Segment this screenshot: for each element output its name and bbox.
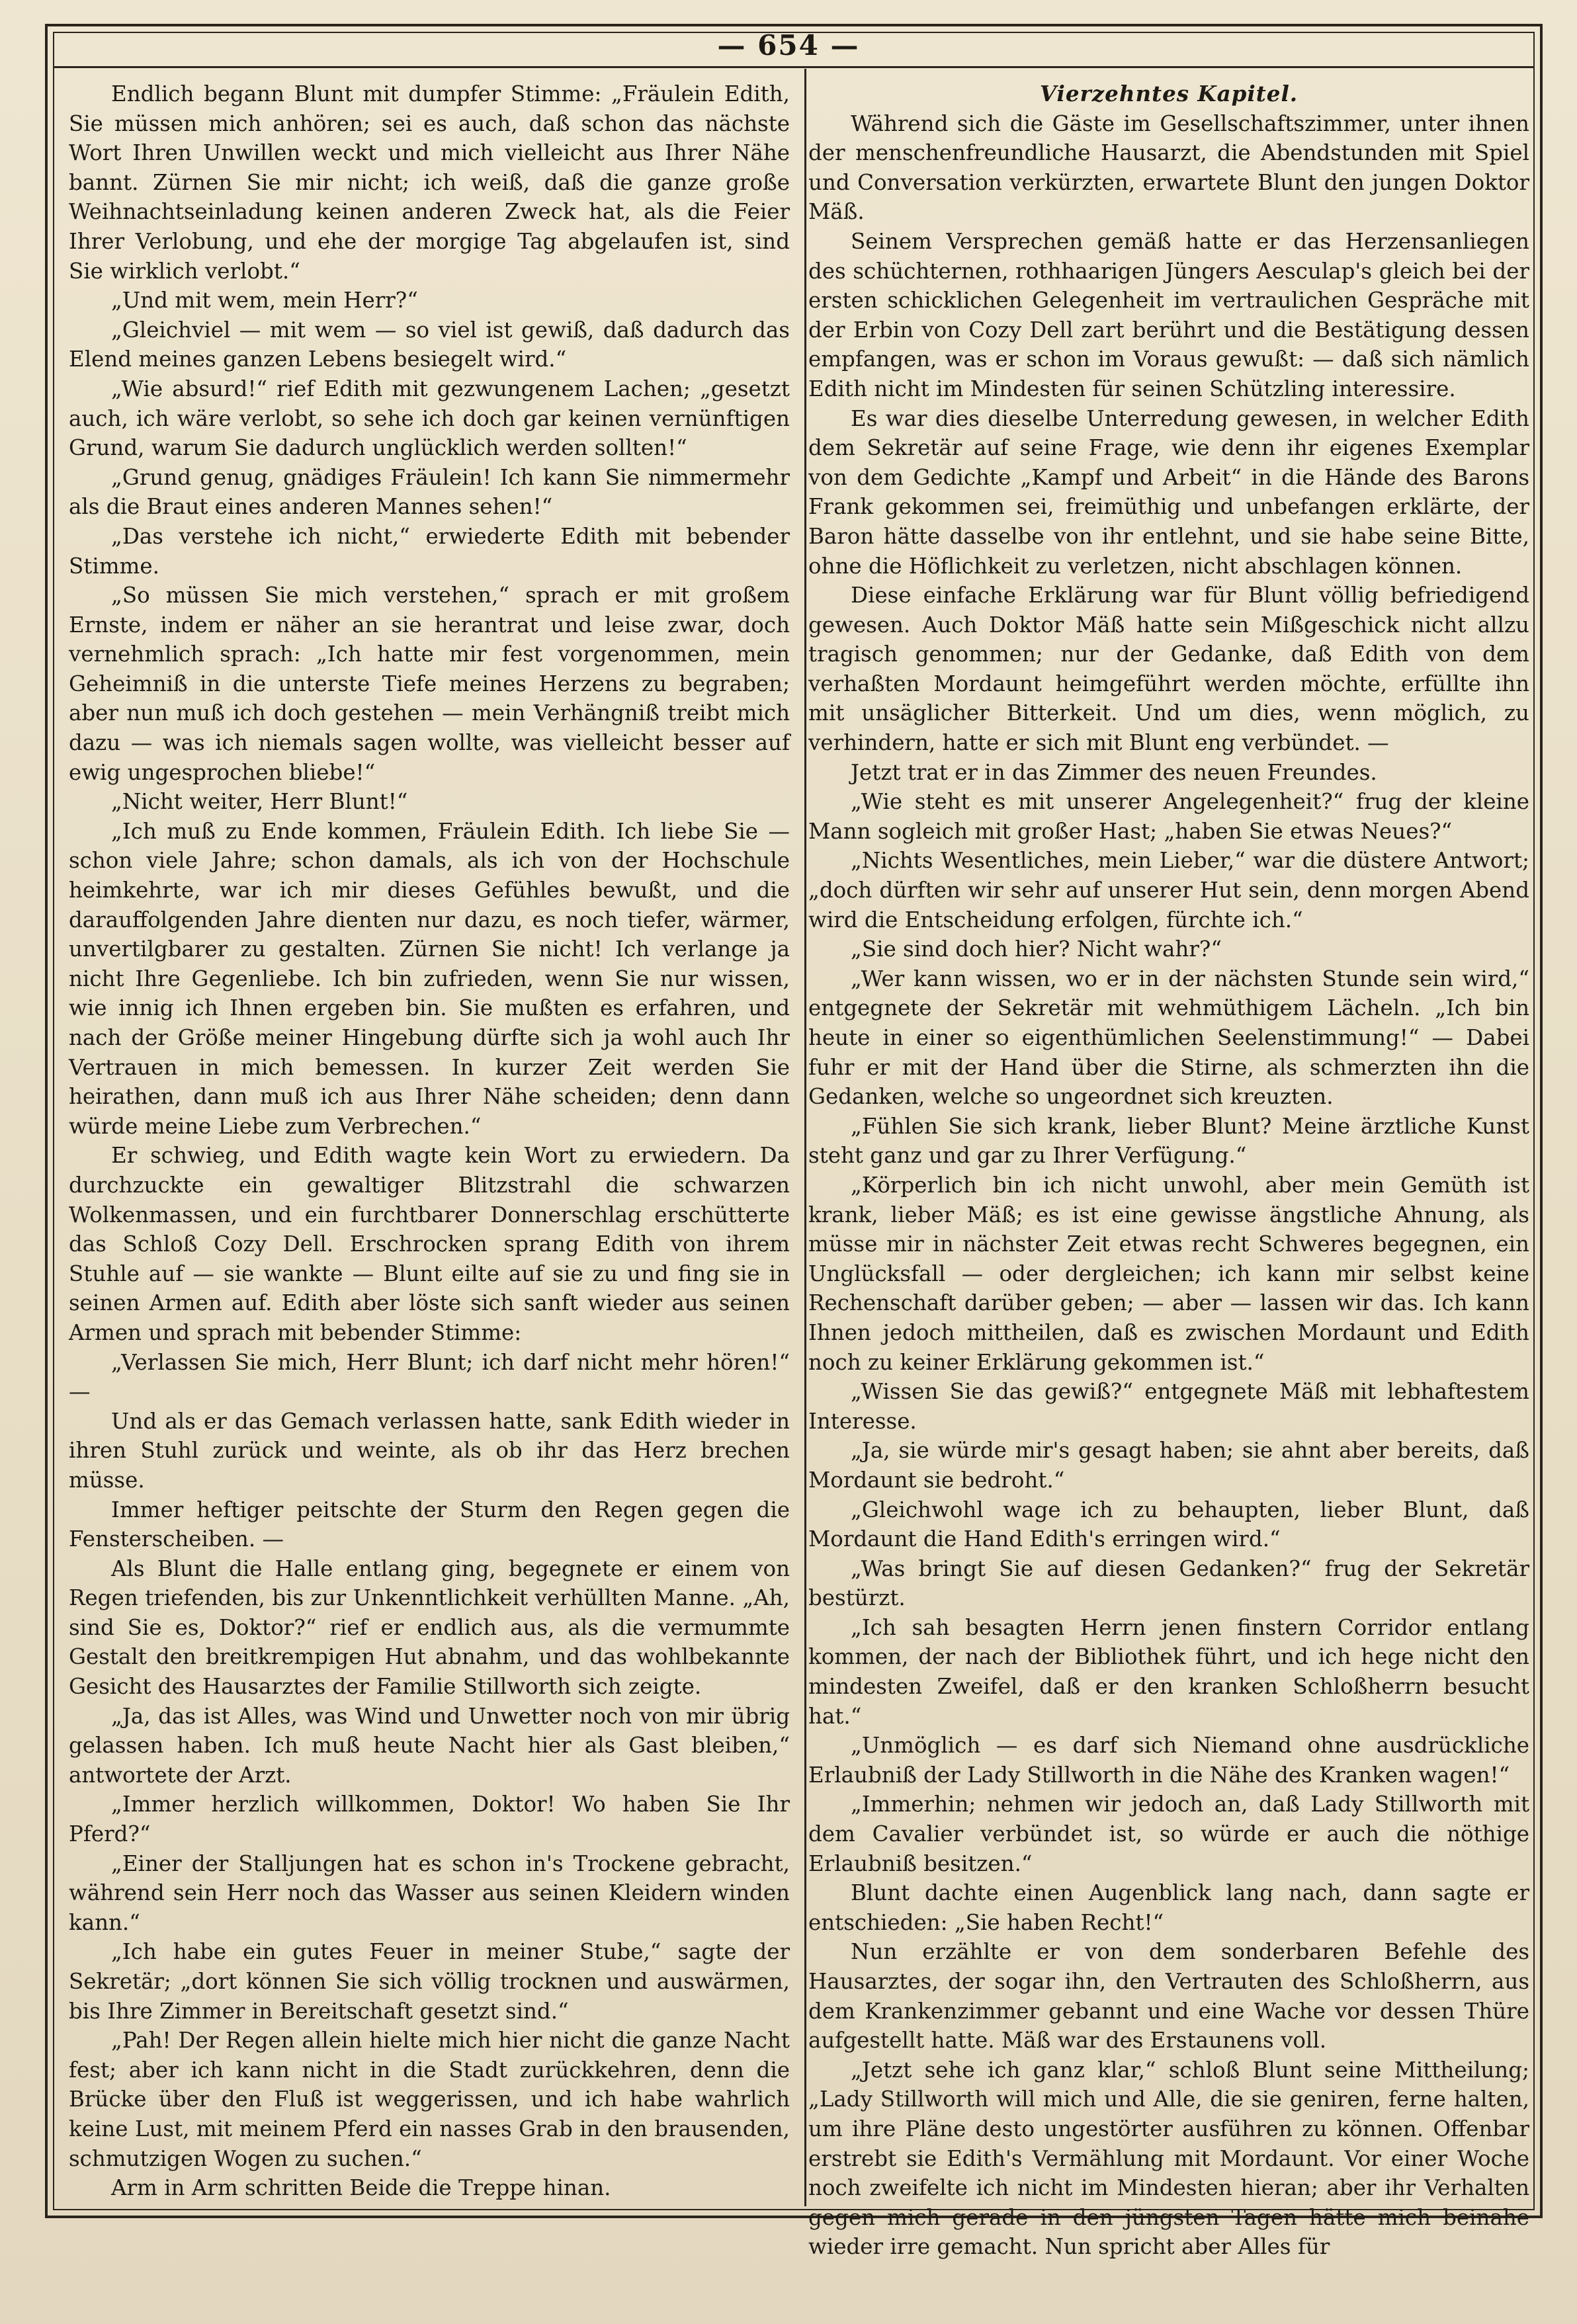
paragraph: Während sich die Gäste im Gesellschaftszimmer, unter ihnen der menschenfreundliche Hausarzt, die Abendstunden mit Spiel und Conversation verkürzten, erwartete Blunt den jungen Doktor Mäß. <box>808 110 1529 225</box>
header-rule <box>54 66 1533 68</box>
paragraph: „Immer herzlich willkommen, Doktor! Wo haben Sie Ihr Pferd?“ <box>69 1792 790 1847</box>
paragraph: Endlich begann Blunt mit dumpfer Stimme: „Fräulein Edith, Sie müssen mich anhören; sei es auch, daß schon das nächste Wort Ihren Unwillen weckt und mich vielleicht aus Ihrer Nähe bannt. Zürnen Sie mir nicht; ich weiß, daß die ganze große Weihnachtseinladung keinen anderen Zweck hat, als die Feier Ihrer Verlobung, und ehe der morgige Tag abgelaufen ist, sind Sie wirklich verlobt.“ <box>69 81 790 284</box>
paragraph: „Und mit wem, mein Herr?“ <box>111 288 418 313</box>
paragraph: Es war dies dieselbe Unterredung gewesen, in welcher Edith dem Sekretär auf seine Frage, wie denn ihr eigenes Exemplar von dem Gedichte „Kampf und Arbeit“ in die Hände des Barons Frank gekommen sei, freimüthig und unbefangen erklärte, der Baron hätte dasselbe von ihr entlehnt, und sie habe seine Bitte, ohne die Höflichkeit zu verletzen, nicht abschlagen können. <box>808 405 1529 579</box>
paragraph: Immer heftiger peitschte der Sturm den Regen gegen die Fensterscheiben. — <box>69 1497 790 1552</box>
paragraph: „Wissen Sie das gewiß?“ entgegnete Mäß mit lebhaftestem Interesse. <box>808 1379 1529 1434</box>
paragraph: „Wie steht es mit unserer Angelegenheit?“ frug der kleine Mann sogleich mit großer Hast; „haben Sie etwas Neues?“ <box>808 789 1529 844</box>
paragraph: „Gleichwohl wage ich zu behaupten, lieber Blunt, daß Mordaunt die Hand Edith's erringen wird.“ <box>808 1497 1529 1552</box>
paragraph: „Grund genug, gnädiges Fräulein! Ich kann Sie nimmermehr als die Braut eines anderen Mannes sehen!“ <box>69 464 790 520</box>
paragraph: Als Blunt die Halle entlang ging, begegnete er einem von Regen triefenden, bis zur Unkenntlichkeit verhüllten Manne. „Ah, sind Sie es, Doktor?“ rief er endlich aus, als die vermummte Gestalt den breitkrempigen Hut abnahm, und das wohlbekannte Gesicht des Hausarztes der Familie Stillworth sich zeigte. <box>69 1556 790 1700</box>
paragraph: Und als er das Gemach verlassen hatte, sank Edith wieder in ihren Stuhl zurück und weinte, als ob ihr das Herz brechen müsse. <box>69 1408 790 1493</box>
paragraph: Blunt dachte einen Augenblick lang nach, dann sagte er entschieden: „Sie haben Recht!“ <box>808 1880 1529 1935</box>
paragraph: „Nicht weiter, Herr Blunt!“ <box>111 789 408 815</box>
paragraph: „Verlassen Sie mich, Herr Blunt; ich darf nicht mehr hören!“ — <box>69 1349 790 1405</box>
paragraph: Diese einfache Erklärung war für Blunt völlig befriedigend gewesen. Auch Doktor Mäß hatte sein Mißgeschick nicht allzu tragisch genommen; nur der Gedanke, daß Edith von dem verhaßten Mordaunt heimgeführt werden möchte, erfüllte ihn mit unsäglicher Bitterkeit. Und um dies, wenn möglich, zu verhindern, hatte er sich mit Blunt eng verbündet. — <box>808 583 1529 756</box>
paragraph: Jetzt trat er in das Zimmer des neuen Freundes. <box>851 759 1377 785</box>
paragraph: „Sie sind doch hier? Nicht wahr?“ <box>851 936 1222 962</box>
paragraph: „Wer kann wissen, wo er in der nächsten Stunde sein wird,“ entgegnete der Sekretär mit wehmüthigem Lächeln. „Ich bin heute in einer so eigenthümlichen Seelenstimmung!“ — Dabei fuhr er mit der Hand über die Stirne, als schmerzten ihn die Gedanken, welche so ungeordnet sich kreuzten. <box>808 966 1529 1110</box>
paragraph: „Ja, das ist Alles, was Wind und Unwetter noch von mir übrig gelassen haben. Ich muß heute Nacht hier als Gast bleiben,“ antwortete der Arzt. <box>69 1703 790 1788</box>
paragraph: „Körperlich bin ich nicht unwohl, aber mein Gemüth ist krank, lieber Mäß; es ist eine gewisse ängstliche Ahnung, als müsse mir in nächster Zeit etwas recht Schweres begegnen, ein Unglücksfall — oder dergleichen; ich kann mir selbst keine Rechenschaft darüber geben; — aber — lassen wir das. Ich kann Ihnen jedoch mittheilen, daß es zwischen Mordaunt und Edith noch zu keiner Erklärung gekommen ist.“ <box>808 1172 1529 1375</box>
paragraph: „Ich habe ein gutes Feuer in meiner Stube,“ sagte der Sekretär; „dort können Sie sich völlig trocknen und auswärmen, bis Ihre Zimmer in Bereitschaft gesetzt sind.“ <box>69 1939 790 2024</box>
chapter-title: Vierzehntes Kapitel. <box>1039 81 1299 106</box>
paragraph: „Was bringt Sie auf diesen Gedanken?“ frug der Sekretär bestürzt. <box>808 1556 1529 1611</box>
paragraph: Arm in Arm schritten Beide die Treppe hinan. <box>111 2175 611 2201</box>
paragraph: „Fühlen Sie sich krank, lieber Blunt? Meine ärztliche Kunst steht ganz und gar zu Ihrer Verfügung.“ <box>808 1113 1529 1169</box>
paragraph: „Einer der Stalljungen hat es schon in's Trockene gebracht, während sein Herr noch das Wasser aus seinen Kleidern winden kann.“ <box>69 1850 790 1935</box>
paragraph: Er schwieg, und Edith wagte kein Wort zu erwiedern. Da durchzuckte ein gewaltiger Blitzstrahl die schwarzen Wolkenmassen, und ein furchtbarer Donnerschlag erschütterte das Schloß Cozy Dell. Erschrocken sprang Edith von ihrem Stuhle auf — sie wankte — Blunt eilte auf sie zu und fing sie in seinen Armen auf. Edith aber löste sich sanft wieder aus seinen Armen und sprach mit bebender Stimme: <box>69 1143 790 1345</box>
paragraph: „Ich sah besagten Herrn jenen finstern Corridor entlang kommen, der nach der Bibliothek führt, und ich hege nicht den mindesten Zweifel, daß er den kranken Schloßherrn besucht hat.“ <box>808 1614 1529 1729</box>
paragraph: „Wie absurd!“ rief Edith mit gezwungenem Lachen; „gesetzt auch, ich wäre verlobt, so sehe ich doch gar keinen vernünftigen Grund, warum Sie dadurch unglücklich werden sollten!“ <box>69 376 790 461</box>
paragraph: „Immerhin; nehmen wir jedoch an, daß Lady Stillworth mit dem Cavalier verbündet ist, so würde er auch die nöthige Erlaubniß besitzen.“ <box>808 1792 1529 1876</box>
page-number: — 654 — <box>717 29 860 62</box>
paragraph: „Das verstehe ich nicht,“ erwiederte Edith mit bebender Stimme. <box>69 523 790 579</box>
column-divider <box>804 69 806 2206</box>
paragraph: „Unmöglich — es darf sich Niemand ohne ausdrückliche Erlaubniß der Lady Stillworth in die Nähe des Kranken wagen!“ <box>808 1733 1529 1788</box>
paragraph: „Ich muß zu Ende kommen, Fräulein Edith. Ich liebe Sie — schon viele Jahre; schon damals, als ich von der Hochschule heimkehrte, war ich mir dieses Gefühles bewußt, und die darauffolgenden Jahre dienten nur dazu, es noch tiefer, wärmer, unvertilgbarer zu gestalten. Zürnen Sie nicht! Ich verlange ja nicht Ihre Gegenliebe. Ich bin zufrieden, wenn Sie nur wissen, wie innig ich Ihnen ergeben bin. Sie mußten es erfahren, und nach der Größe meiner Hingebung dürfte sich ja wohl auch Ihr Vertrauen in mich bemessen. In kurzer Zeit werden Sie heirathen, dann muß ich aus Ihrer Nähe scheiden; denn dann würde meine Liebe zum Verbrechen.“ <box>69 818 790 1139</box>
paragraph: „So müssen Sie mich verstehen,“ sprach er mit großem Ernste, indem er näher an sie herantrat und leise zwar, doch vernehmlich sprach: „Ich hatte mir fest vorgenommen, mein Geheimniß in die unterste Tiefe meines Herzens zu begraben; aber nun muß ich doch gestehen — mein Verhängniß treibt mich dazu — was ich niemals sagen wollte, was vielleicht besser auf ewig ungesprochen bliebe!“ <box>69 583 790 785</box>
right-column <box>808 79 1529 2262</box>
paragraph: „Nichts Wesentliches, mein Lieber,“ war die düstere Antwort; „doch dürften wir sehr auf unserer Hut sein, denn morgen Abend wird die Entscheidung erfolgen, fürchte ich.“ <box>808 848 1529 933</box>
paragraph: „Ja, sie würde mir's gesagt haben; sie ahnt aber bereits, daß Mordaunt sie bedroht.“ <box>808 1438 1529 1493</box>
paragraph: „Pah! Der Regen allein hielte mich hier nicht die ganze Nacht fest; aber ich kann nicht in die Stadt zurückkehren, denn die Brücke über den Fluß ist weggerissen, und ich habe wahrlich keine Lust, mit meinem Pferd ein nasses Grab in den brausenden, schmutzigen Wogen zu suchen.“ <box>69 2028 790 2171</box>
paragraph: Seinem Versprechen gemäß hatte er das Herzensanliegen des schüchternen, rothhaarigen Jüngers Aesculap's gleich bei der ersten schicklichen Gelegenheit im vertraulichen Gespräche mit der Erbin von Cozy Dell zart berührt und die Bestätigung dessen empfangen, was er schon im Voraus gewußt: — daß sich nämlich Edith nicht im Mindesten für seinen Schützling interessire. <box>808 228 1529 401</box>
paragraph: Nun erzählte er von dem sonderbaren Befehle des Hausarztes, der sogar ihn, den Vertrauten des Schloßherrn, aus dem Krankenzimmer gebannt und eine Wache vor dessen Thüre aufgestellt hatte. Mäß war des Erstaunens voll. <box>808 1939 1529 2054</box>
paragraph: „Jetzt sehe ich ganz klar,“ schloß Blunt seine Mittheilung; „Lady Stillworth will mich und Alle, die sie geniren, ferne halten, um ihre Pläne desto ungestörter ausführen zu können. Offenbar erstrebt sie Edith's Vermählung mit Mordaunt. Vor einer Woche noch zweifelte ich nicht im Mindesten hieran; aber ihr Verhalten gegen mich gerade in den jüngsten Tagen hätte mich beinahe wieder irre gemacht. Nun spricht aber Alles für <box>808 2057 1529 2260</box>
left-column <box>69 79 790 2203</box>
paragraph: „Gleichviel — mit wem — so viel ist gewiß, daß dadurch das Elend meines ganzen Lebens besiegelt wird.“ <box>69 317 790 372</box>
